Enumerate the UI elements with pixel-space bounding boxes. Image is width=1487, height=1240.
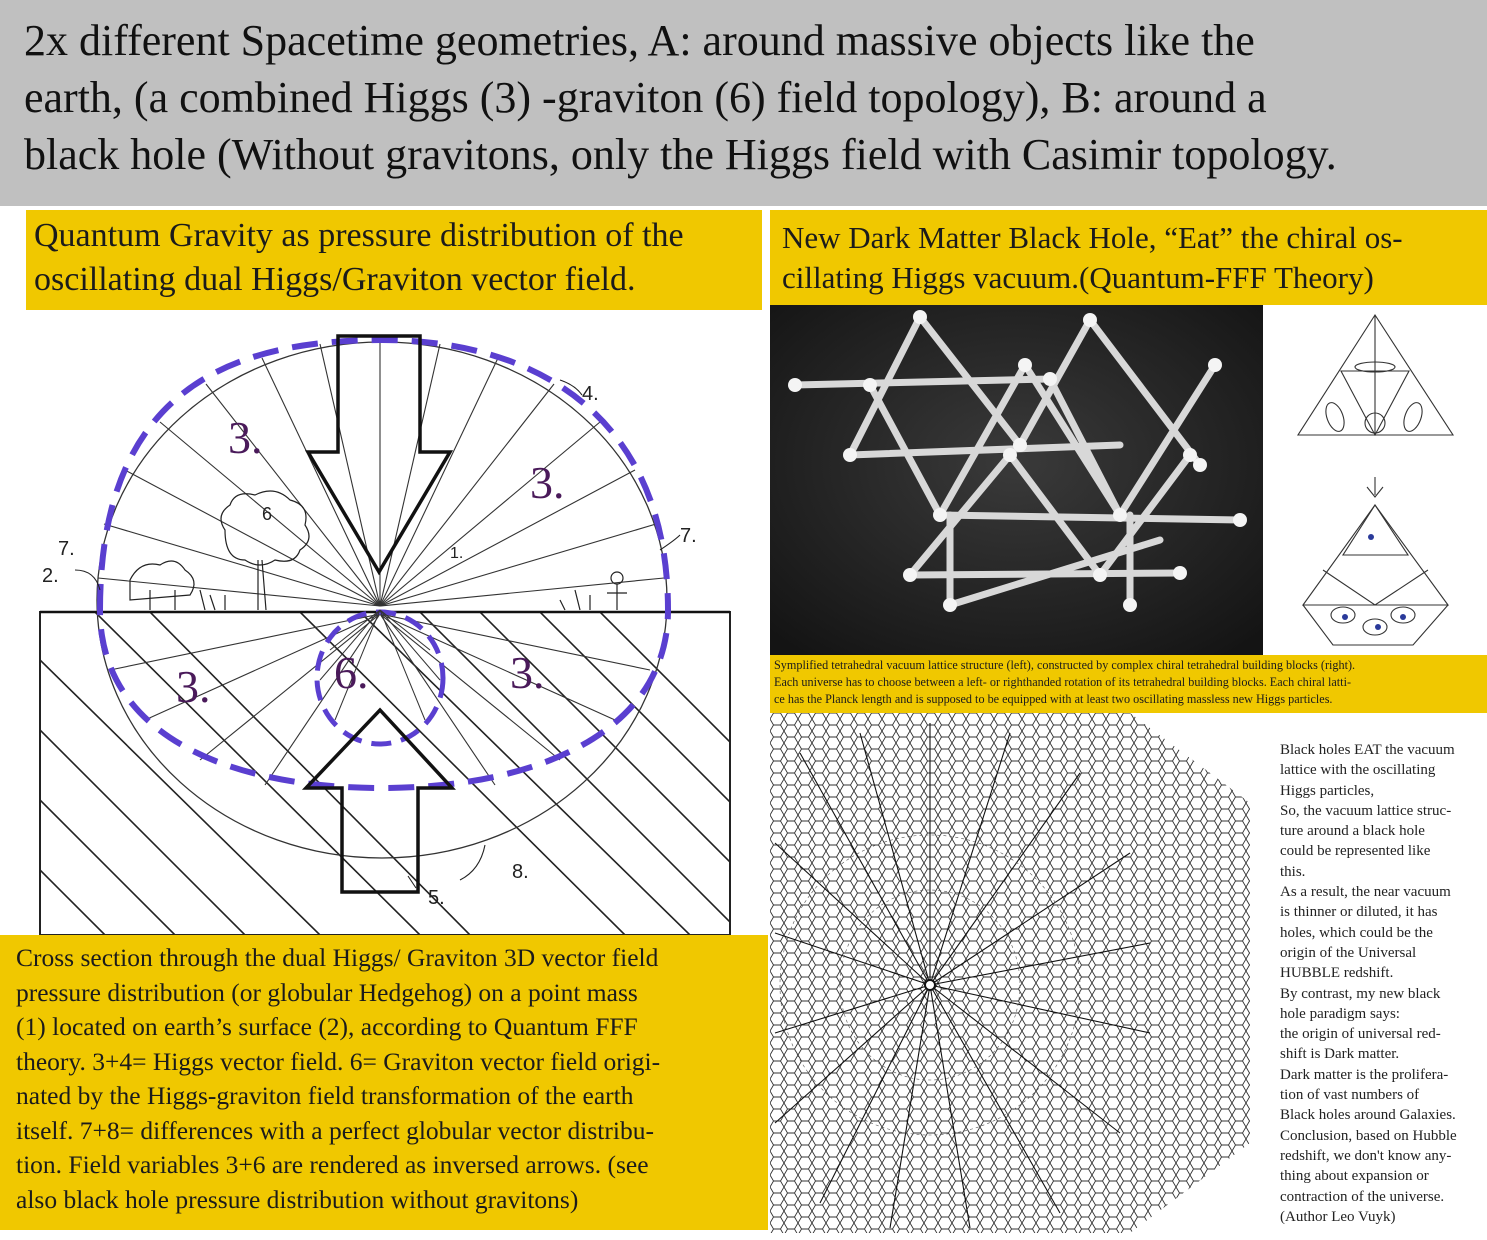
down-arrow-icon xyxy=(308,336,450,572)
ground-hatching xyxy=(40,612,730,935)
label-bottom-ring: 8. xyxy=(512,861,529,883)
tetra-svg xyxy=(1263,305,1487,655)
page-title: 2x different Spacetime geometries, A: around massive objects like the earth, (a combined Higgs (3) -graviton (6) field topology), B: around a black hole (Without gravitons, only the Higgs field with Casimir topology. xyxy=(24,16,1337,179)
label-graviton: 6. xyxy=(334,647,369,698)
label-edge-left: 7. xyxy=(58,538,75,560)
left-panel-header xyxy=(26,210,762,310)
black-hole-lattice-diagram xyxy=(770,713,1270,1233)
lattice-caption-box xyxy=(770,655,1487,713)
right-panel-header xyxy=(770,210,1487,305)
label-edge-right: 7. xyxy=(680,525,697,547)
label-outer-top: 4. xyxy=(582,383,599,405)
left-caption-text: Cross section through the dual Higgs/ Graviton 3D vector field pressure distribution (or globular Hedgehog) on a point mass (1) located on earth’s surface (2), according to Quantum FFF theory. 3+4= Higgs vector field. 6= Graviton vector field origi- nated by the Higgs-graviton field transformation of the earth itself. 7+8= differences with a perfect globular vector distribu- tion. Field variables 3+6 are rendered as inversed arrows. (see also black hole pressure distribution without gravitons) xyxy=(16,943,661,1214)
vegetation-sketch xyxy=(130,491,627,610)
right-header-text: New Dark Matter Black Hole, “Eat” the chiral os- cillating Higgs vacuum.(Quantum-FFF Theory) xyxy=(782,220,1403,295)
label-higgs-top-left: 3. xyxy=(228,412,263,463)
title-banner xyxy=(0,0,1487,206)
lattice-caption-text: Symplified tetrahedral vacuum lattice structure (left), constructed by complex chiral tetrahedral building blocks (right). Each universe has to choose between a left- or righthanded rotation of its tetrahedral building blocks. Each chiral latti- ce has the Planck length and is supposed to be equipped with at least two oscillating massless new Higgs particles. xyxy=(774,658,1356,706)
left-header-text: Quantum Gravity as pressure distribution of the oscillating dual Higgs/Graviton vector field. xyxy=(34,217,684,298)
black-hole-description: Black holes EAT the vacuum lattice with the oscillating Higgs particles, So, the vacuum lattice struc- ture around a black hole could be represented like this. As a result, the near vacuum is thinner or diluted, it has holes, which could be the origin of the Universal HUBBLE redshift. By contrast, my new black hole paradigm says: the origin of universal red- shift is Dark matter. Dark matter is the prolifera- tion of vast numbers of Black holes around Galaxies. Conclusion, based on Hubble redshift, we don't know any- thing about expansion or contraction of the universe. (Author Leo Vuyk) xyxy=(1280,742,1457,1225)
label-point-mass: 1. xyxy=(450,545,464,562)
label-tree: 6 xyxy=(262,504,273,524)
label-surface: 2. xyxy=(42,565,59,587)
black-hole-center xyxy=(925,980,935,990)
tetrahedral-lattice-image xyxy=(770,305,1263,655)
up-arrow-icon xyxy=(306,710,452,892)
label-higgs-top-right: 3. xyxy=(530,457,565,508)
black-hole-lattice-svg xyxy=(770,713,1270,1233)
lattice-svg xyxy=(770,305,1263,655)
hedgehog-field-svg xyxy=(0,310,765,935)
hedgehog-field-diagram xyxy=(0,310,765,935)
left-caption-box xyxy=(0,935,768,1230)
label-bottom-arrow: 5. xyxy=(428,887,445,909)
radial-field-lines xyxy=(98,340,664,785)
label-higgs-bottom-left: 3. xyxy=(176,661,211,712)
tetrahedral-building-blocks xyxy=(1263,305,1487,655)
label-higgs-bottom-right: 3. xyxy=(510,647,545,698)
